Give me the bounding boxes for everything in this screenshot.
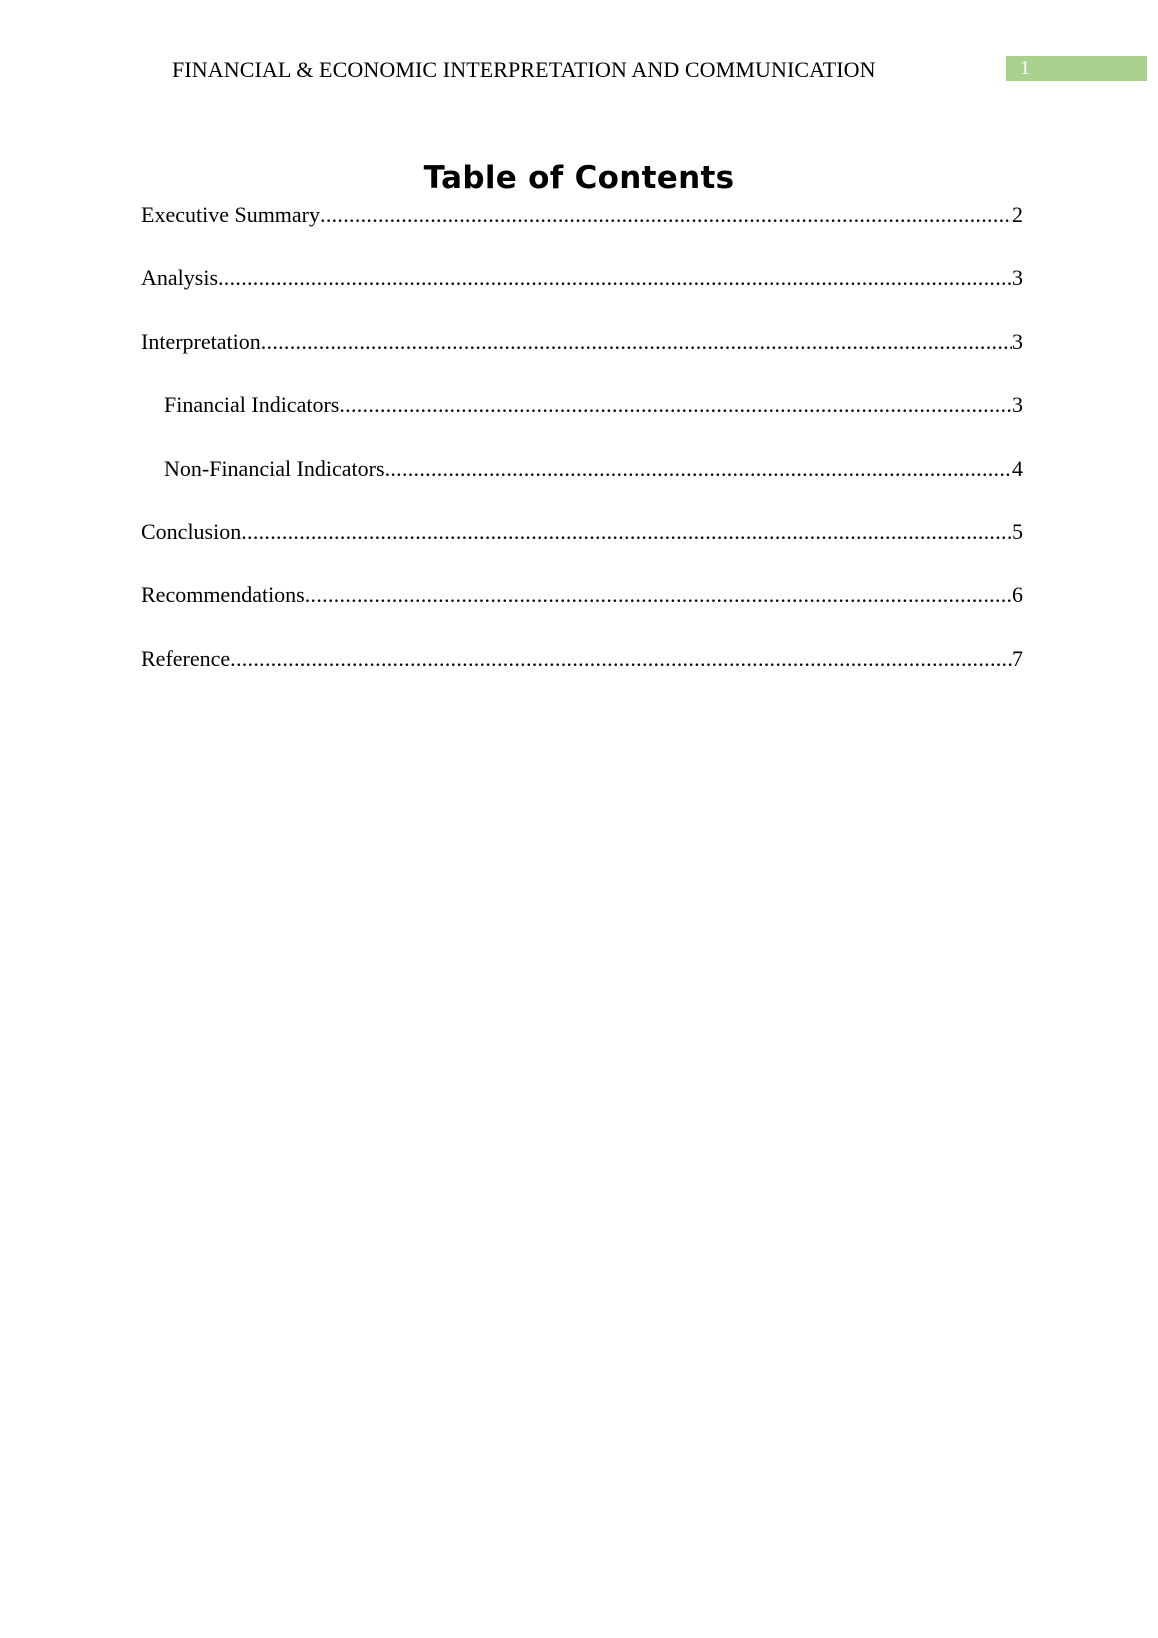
toc-entry-page: 6	[1012, 582, 1023, 608]
toc-entry-label: Executive Summary	[141, 202, 321, 227]
toc-dot-leader	[339, 392, 1012, 418]
toc-title: Table of Contents	[423, 160, 735, 196]
toc-entry-page: 5	[1012, 518, 1023, 544]
toc-entry-conclusion[interactable]	[141, 519, 1023, 582]
toc-entry-executive-summary[interactable]	[141, 202, 1023, 265]
toc-entry-page: 3	[1012, 265, 1023, 291]
toc-dot-leader	[385, 456, 1012, 482]
toc-entry-recommendations[interactable]	[141, 582, 1023, 645]
toc-entry-label: Conclusion	[141, 518, 242, 544]
toc-entry-non-financial-indicators[interactable]	[141, 456, 1023, 519]
header-title: FINANCIAL & ECONOMIC INTERPRETATION AND COMMUNICATION	[172, 57, 876, 82]
toc-dot-leader	[261, 329, 1012, 355]
toc-entry-label: Interpretation	[141, 328, 261, 354]
toc-entry-reference[interactable]	[141, 646, 1023, 709]
toc-entry-label: Analysis	[141, 265, 218, 291]
toc-entry-interpretation[interactable]	[141, 329, 1023, 392]
toc-entry-page: 3	[1012, 392, 1023, 418]
toc-entry-page: 2	[1012, 202, 1023, 227]
toc-entry-label: Recommendations	[141, 582, 305, 608]
toc-entry-page: 4	[1012, 455, 1023, 481]
toc-entry-financial-indicators[interactable]	[141, 392, 1023, 455]
page-header	[0, 54, 1158, 84]
toc-dot-leader	[320, 202, 1012, 228]
toc-entry-label: Non-Financial Indicators	[164, 455, 385, 481]
toc-dot-leader	[305, 582, 1012, 608]
toc-entry-page: 7	[1012, 645, 1023, 671]
toc-entry-page: 3	[1012, 328, 1023, 354]
toc-dot-leader	[230, 646, 1012, 672]
table-of-contents	[141, 202, 1023, 709]
toc-entry-analysis[interactable]	[141, 265, 1023, 328]
toc-entry-label: Reference	[141, 645, 231, 671]
toc-dot-leader	[241, 519, 1012, 545]
toc-entry-label: Financial Indicators	[164, 392, 340, 418]
toc-dot-leader	[218, 265, 1012, 291]
page-number-badge: 1	[1006, 56, 1147, 81]
